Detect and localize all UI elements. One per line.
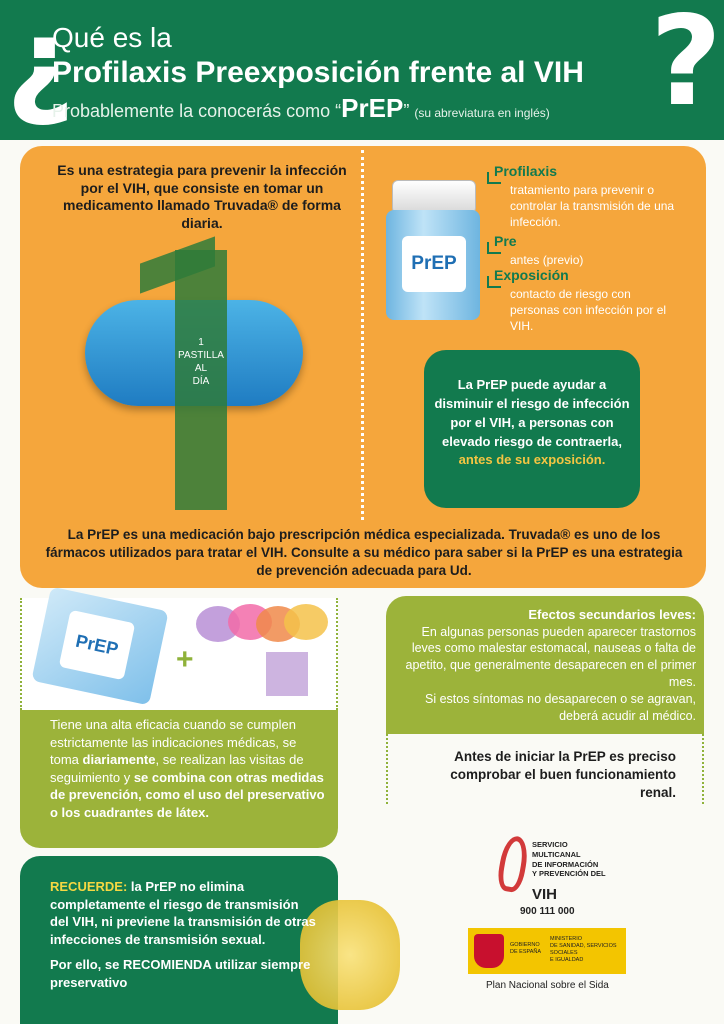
efficacy-text bbox=[50, 716, 328, 821]
bottle-cap-icon bbox=[392, 180, 476, 214]
page-title: Profilaxis Preexposición frente al VIH bbox=[52, 56, 584, 89]
title-line1: Qué es la bbox=[52, 22, 172, 53]
renal-text: Antes de iniciar la PrEP es preciso comprobar el buen funcionamiento renal. bbox=[450, 749, 676, 801]
ministry-line: MINISTERIO bbox=[550, 936, 583, 942]
plus-icon: + bbox=[176, 643, 194, 676]
question-mark-close: ? bbox=[650, 0, 722, 134]
reminder-body: la PrEP no elimina completamente el riesgo de transmisión del VIH, ni previene la transmisión de otras infecciones de transmisión sexual. bbox=[50, 879, 316, 947]
term-exposicion: Exposición bbox=[494, 267, 569, 283]
pill-label-line: DÍA bbox=[192, 376, 210, 387]
pill-label bbox=[175, 336, 227, 388]
reminder-recommendation: Por ello, se RECOMIENDA utilizar siempre preservativo bbox=[50, 957, 311, 990]
ministry-line: E IGUALDAD bbox=[550, 957, 584, 964]
condom-icon bbox=[284, 604, 328, 640]
term-pre: Pre bbox=[494, 233, 517, 249]
service-line: MULTICANAL bbox=[532, 849, 581, 859]
def-pre: antes (previo) bbox=[510, 253, 584, 267]
subtitle-prefix: Probablemente la conocerás como “ bbox=[52, 101, 342, 121]
side-effects-title: Efectos secundarios leves: bbox=[528, 607, 696, 622]
service-logo-text bbox=[532, 840, 606, 879]
ministry-line: DE SANIDAD, SERVICIOS SOCIALES bbox=[550, 943, 617, 957]
gov-line: DE ESPAÑA bbox=[510, 949, 542, 956]
def-profilaxis: tratamiento para prevenir o controlar la transmisión de una infección. bbox=[510, 183, 675, 230]
intro-text: Es una estrategia para prevenir la infección por el VIH, que consiste en tomar un medicamento llamado Truvada® de forma diaria. bbox=[57, 162, 347, 231]
subtitle-note: (su abreviatura en inglés) bbox=[414, 106, 550, 120]
pill-label-line: 1 bbox=[198, 337, 204, 348]
callout-body: La PrEP puede ayudar a disminuir el riesgo de infección por el VIH, a personas con elevado riesgo de contraerla, bbox=[434, 377, 630, 449]
prescription-text: La PrEP es una medicación bajo prescripción médica especializada. Truvada® es uno de los fármacos utilizados para tratar el VIH. Consulte a su médico para saber si la PrEP es una estrategia de prevención adecuada para Ud. bbox=[45, 527, 683, 579]
term-profilaxis: Profilaxis bbox=[494, 163, 558, 179]
latex-square-icon bbox=[266, 652, 308, 696]
pill-label-line: PASTILLA bbox=[178, 350, 224, 361]
def-exposicion: contacto de riesgo con personas con infección por el VIH. bbox=[510, 287, 667, 334]
question-mark-open: ¿ bbox=[6, 0, 75, 130]
service-line: SERVICIO bbox=[532, 840, 568, 849]
subtitle-brand: PrEP bbox=[341, 93, 404, 123]
efficacy-bold: diariamente bbox=[82, 752, 156, 768]
government-text bbox=[510, 942, 541, 956]
bottle-label: PrEP bbox=[402, 236, 466, 292]
plan-text: Plan Nacional sobre el Sida bbox=[486, 980, 609, 991]
dotted-divider bbox=[361, 150, 364, 520]
red-ribbon-icon bbox=[495, 834, 530, 894]
callout-text bbox=[432, 376, 632, 470]
efficacy-part: , se realizan las visitas de seguimiento y bbox=[50, 752, 304, 785]
service-vih: VIH bbox=[532, 886, 558, 903]
service-phone: 900 111 000 bbox=[520, 906, 575, 917]
subtitle bbox=[52, 93, 550, 124]
efficacy-bold: se combina con otras medidas de prevención, como el uso del preservativo o los cuadrantes de látex. bbox=[50, 769, 325, 820]
efficacy-part: Tiene una alta eficacia cuando se cumplen estrictamente las indicaciones médicas, se toma bbox=[50, 717, 297, 768]
ministry-text bbox=[550, 936, 624, 965]
coat-of-arms-icon bbox=[474, 934, 504, 968]
reminder-label: RECUERDE: bbox=[50, 879, 128, 894]
pill-label-line: AL bbox=[194, 363, 208, 374]
subtitle-suffix: ” bbox=[403, 101, 410, 121]
side-effects-text bbox=[396, 606, 696, 725]
gov-line: GOBIERNO bbox=[510, 942, 540, 948]
side-effects-body: En algunas personas pueden aparecer trastornos leves como malestar estomacal, nauseas o falta de apetito, que generalmente desaparecen en el primer mes. bbox=[405, 624, 696, 690]
callout-highlight: antes de su exposición. bbox=[458, 452, 606, 468]
side-effects-body: Si estos síntomas no desaparecen o se agravan, deberá acudir al médico. bbox=[425, 692, 696, 723]
reminder-text bbox=[50, 878, 320, 991]
service-line: DE INFORMACIÓN bbox=[532, 859, 599, 869]
pill-box-label: PrEP bbox=[59, 610, 136, 680]
service-line: Y PREVENCIÓN DEL bbox=[532, 869, 606, 879]
